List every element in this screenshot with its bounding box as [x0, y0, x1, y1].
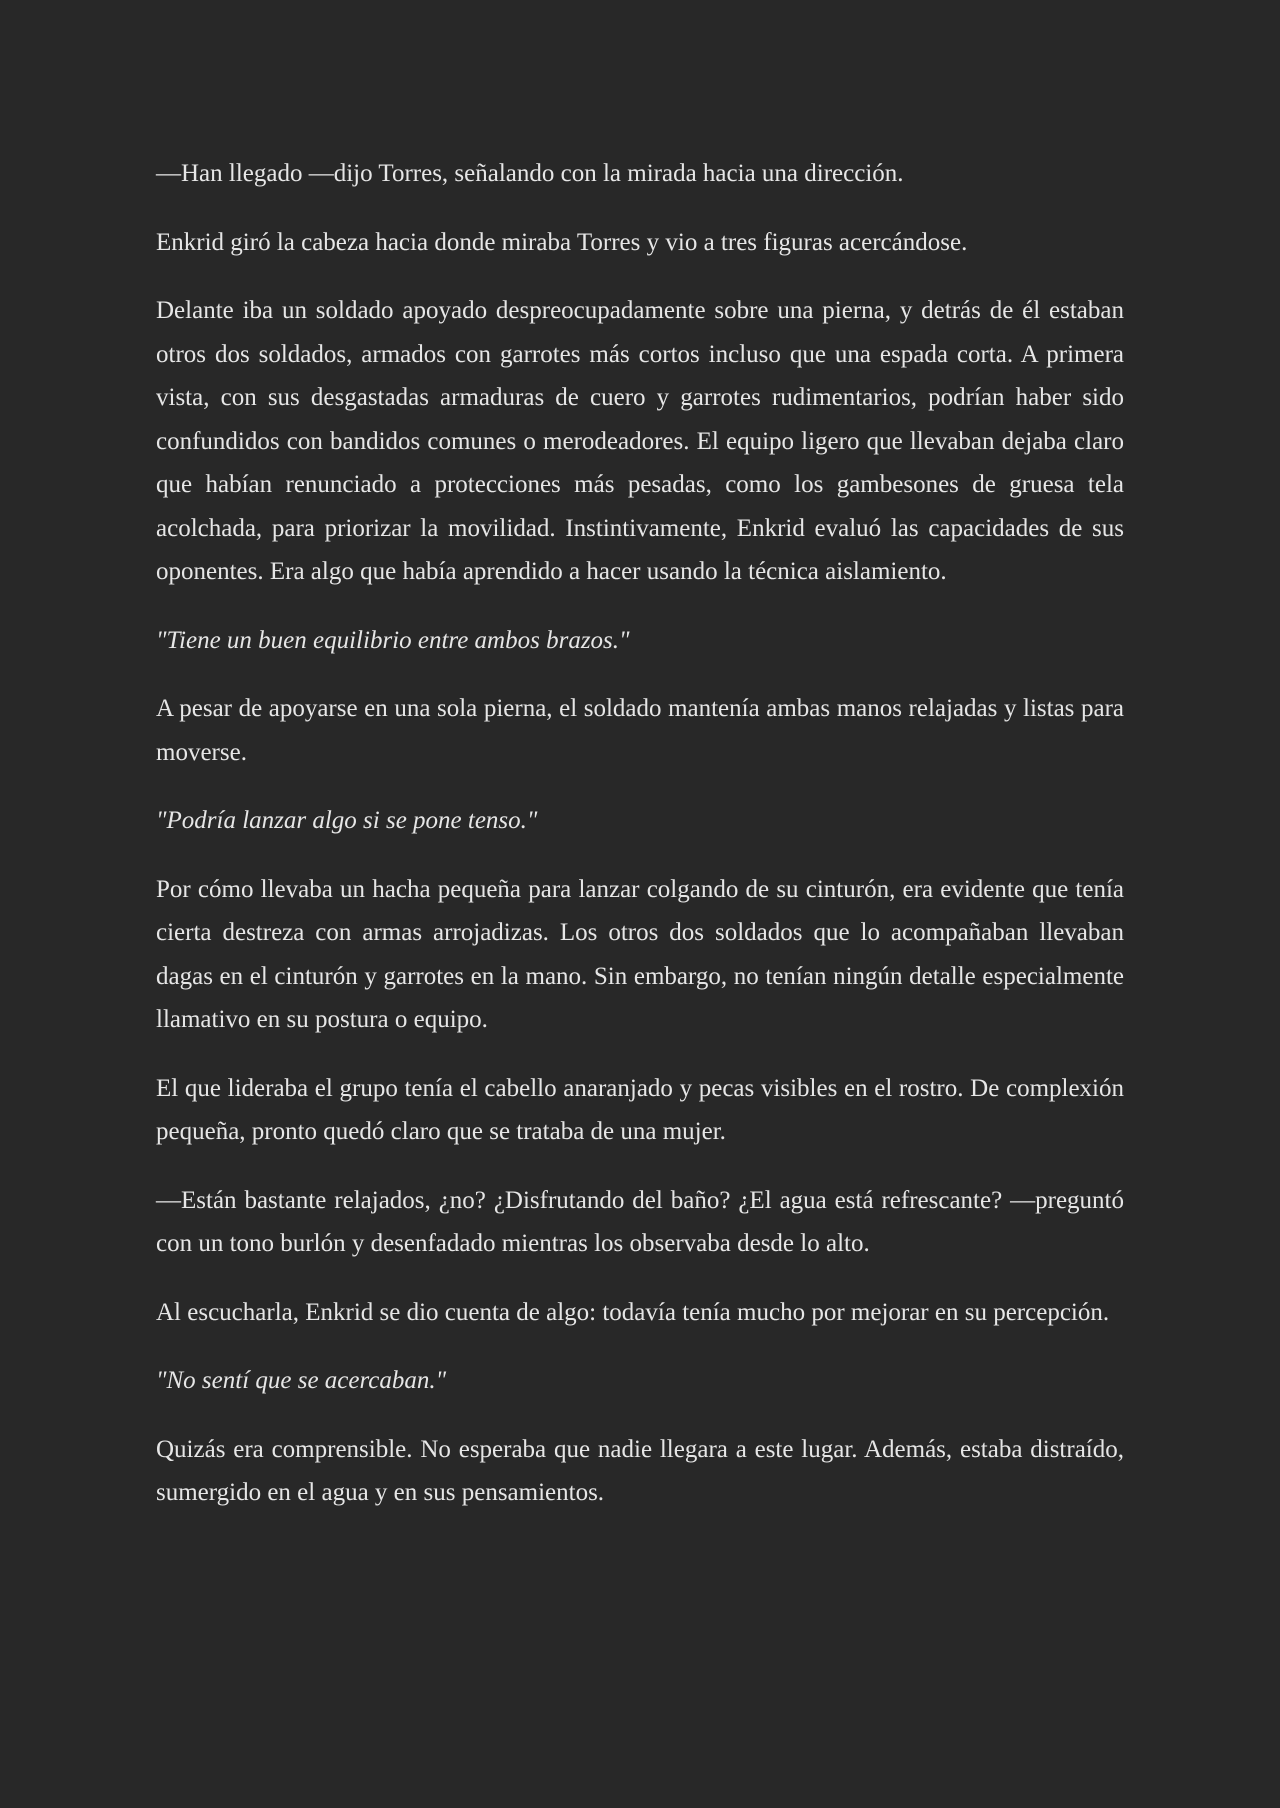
narration-paragraph: Quizás era comprensible. No esperaba que nadie llegara a este lugar. Además, estaba distraído, sumergido en el agua y en sus pensamientos.: [156, 1435, 1124, 1506]
narration-paragraph: Enkrid giró la cabeza hacia donde miraba Torres y vio a tres figuras acercándose.: [156, 228, 968, 256]
thought-paragraph: "Podría lanzar algo si se pone tenso.": [156, 807, 538, 834]
narration-paragraph: Al escucharla, Enkrid se dio cuenta de algo: todavía tenía mucho por mejorar en su percepción.: [156, 1298, 1110, 1326]
thought-paragraph: "No sentí que se acercaban.": [156, 1367, 447, 1394]
dialogue-paragraph: —Están bastante relajados, ¿no? ¿Disfrutando del baño? ¿El agua está refrescante? —preguntó con un tono burlón y desenfadado mientras los observaba desde lo alto.: [156, 1186, 1124, 1257]
narration-paragraph: Delante iba un soldado apoyado despreocupadamente sobre una pierna, y detrás de él estaban otros dos soldados, armados con garrotes más cortos incluso que una espada corta. A primera vista, con sus desgastadas armaduras de cuero y garrotes rudimentarios, podrían haber sido confundidos con bandidos comunes o merodeadores. El equipo ligero que llevaban dejaba claro que habían renunciado a protecciones más pesadas, como los gambesones de gruesa tela acolchada, para priorizar la movilidad. Instintivamente, Enkrid evaluó las capacidades de sus oponentes. Era algo que había aprendido a hacer usando la técnica aislamiento.: [156, 297, 1124, 585]
thought-paragraph: "Tiene un buen equilibrio entre ambos brazos.": [156, 626, 630, 654]
dialogue-paragraph: —Han llegado —dijo Torres, señalando con la mirada hacia una dirección.: [156, 160, 904, 187]
narration-paragraph: Por cómo llevaba un hacha pequeña para lanzar colgando de su cinturón, era evidente que tenía cierta destreza con armas arrojadizas. Los otros dos soldados que lo acompañaban llevaban dagas en el cinturón y garrotes en la mano. Sin embargo, no tenían ningún detalle especialmente llamativo en su postura o equipo.: [156, 875, 1124, 1033]
chapter-text: [156, 152, 1124, 1515]
narration-paragraph: A pesar de apoyarse en una sola pierna, el soldado mantenía ambas manos relajadas y listas para moverse.: [156, 695, 1124, 766]
narration-paragraph: El que lideraba el grupo tenía el cabello anaranjado y pecas visibles en el rostro. De complexión pequeña, pronto quedó claro que se trataba de una mujer.: [156, 1074, 1124, 1145]
